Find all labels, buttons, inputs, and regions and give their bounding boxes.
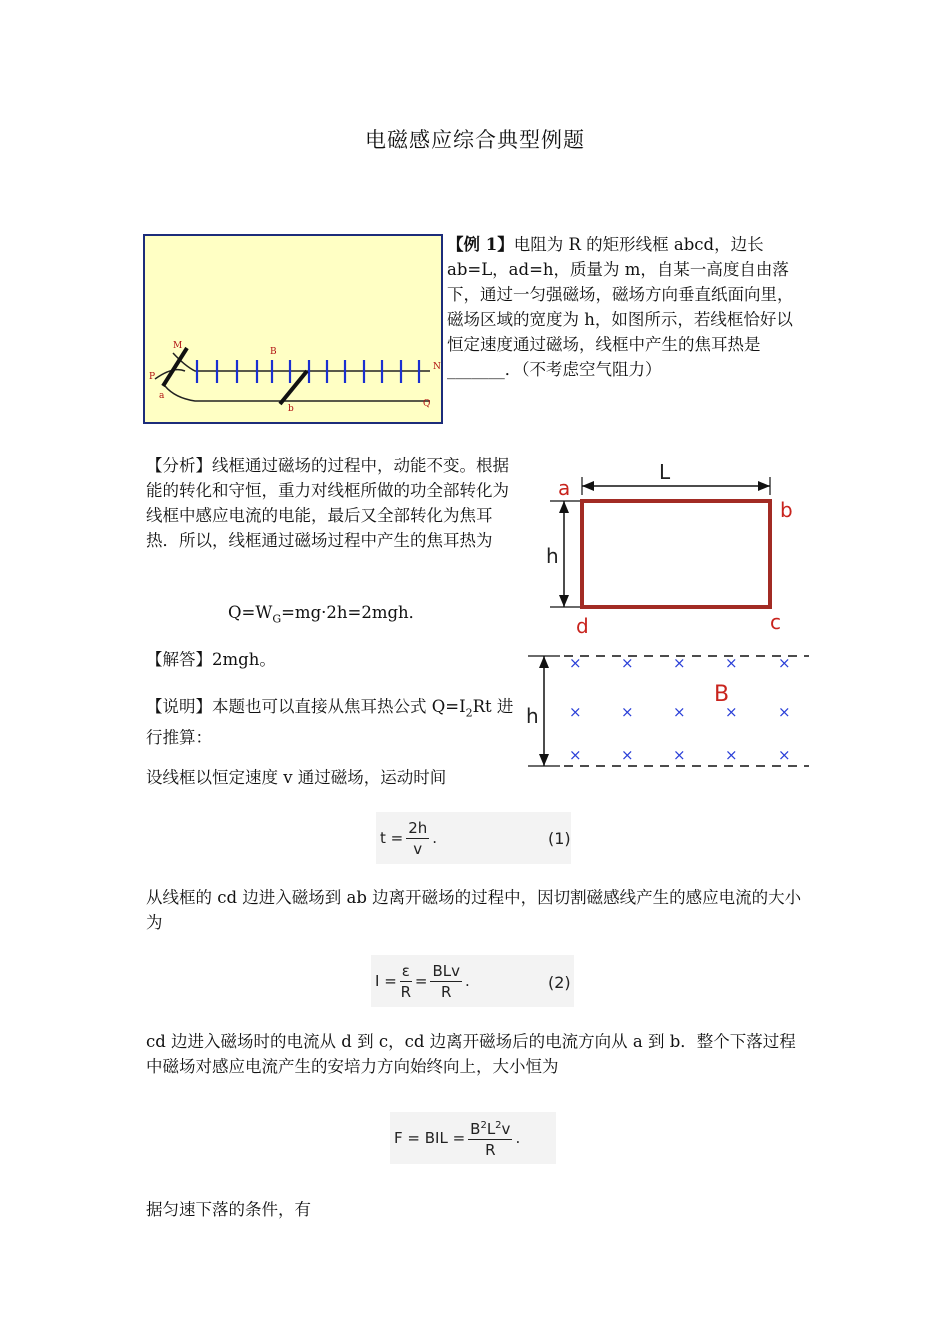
figure-1-field-diagram [143,234,443,424]
cross: × [725,703,738,721]
speed-paragraph: 设线框以恒定速度 v 通过磁场，运动时间 [146,768,447,787]
label-h-field: h [526,704,539,728]
cross: × [621,654,634,672]
cross: × [725,746,738,764]
cross: × [569,703,582,721]
cross: × [673,746,686,764]
formula-q: Q=W [228,603,273,622]
formula-sub: G [272,612,282,626]
rail-lower [165,386,430,401]
analysis-body: 线框通过磁场的过程中，动能不变。根据能的转化和守恒，重力对线框所做的功全部转化为线框中感应电流的电能，最后又全部转化为焦耳热．所以，线框通过磁场过程中产生的焦耳热为 [146,456,509,550]
label-l: L [659,460,671,484]
eq2-numerator-2: BLv [432,961,460,980]
eq2-fraction-2 [430,962,462,1001]
eq3-fraction [468,1117,512,1159]
field-diagram-svg [145,236,441,422]
field-crosses [569,654,791,764]
note-before: 本题也可以直接从焦耳热公式 Q=I [212,697,466,716]
eq1-denominator: v [413,839,423,858]
eq1-numerator: 2h [408,818,428,837]
label-a: a [159,391,165,401]
rod-left [163,348,187,386]
eq3-v: v [501,1120,511,1138]
answer-body: 2mgh。 [212,650,276,669]
eq3-tail: . [515,1129,521,1147]
eq2-denominator-1: R [400,982,412,1001]
analysis-text [146,453,524,553]
cross: × [569,654,582,672]
l-arrow-left [582,481,594,491]
eq3-sup1: 2 [480,1120,487,1131]
eq2-lhs: I = [375,972,397,990]
label-m: M [173,341,183,351]
note-tag: 【说明】 [146,697,212,716]
corner-c: c [770,610,781,634]
cross: × [673,703,686,721]
eq3-lhs: F = BIL = [394,1129,466,1147]
label-n: N [433,362,441,372]
l-arrow-right [758,481,770,491]
cross: × [621,746,634,764]
cross: × [778,654,791,672]
eq3-denominator: R [485,1141,496,1159]
note-after: Rt 进行推算： [146,697,514,748]
eq2-equals: = [414,972,428,990]
force-paragraph: cd 边进入磁场时的电流从 d 到 c，cd 边离开磁场后的电流方向从 a 到 b．整个下落过程中磁场对感应电流产生的安培力方向始终向上，大小恒为 [146,1032,796,1076]
current-paragraph: 从线框的 cd 边进入磁场到 ab 边离开磁场的过程中，因切割磁感线产生的感应电流的大小为 [146,888,802,932]
equation-3 [390,1112,556,1164]
page-title: 电磁感应综合典型例题 [365,128,585,152]
figure-2-frame-field [524,455,814,775]
eq2-fraction-1 [400,962,412,1001]
eq3-sup2: 2 [495,1120,502,1131]
answer-text [146,647,516,672]
eq3-numerator [468,1117,512,1140]
label-b-field-2: B [714,682,730,707]
label-p: P [149,372,156,382]
cross: × [778,703,791,721]
eq2-denominator-2: R [441,982,452,1001]
cross: × [621,703,634,721]
cross: × [673,654,686,672]
eq1-number: (1) [548,829,571,848]
last-paragraph: 据匀速下落的条件，有 [146,1200,311,1219]
rect-frame [582,501,770,607]
cross: × [778,746,791,764]
example-1-tag: 【例 1】 [447,235,514,254]
label-b-field: B [270,347,277,357]
rod-right [280,371,307,404]
equation-1 [376,812,571,864]
eq1-fraction [406,819,429,858]
eq2-tail: . [464,972,470,990]
eq3-b: B [470,1120,481,1138]
eq1-tail: . [432,829,438,847]
corner-d: d [576,614,589,638]
note-text [146,694,524,750]
note-sub: 2 [465,706,473,720]
answer-tag: 【解答】 [146,650,212,669]
example-1-body: 电阻为 R 的矩形线框 abcd，边长ab=L，ad=h，质量为 m，自某一高度自由落下，通过一匀强磁场，磁场方向垂直纸面向里，磁场区域的宽度为 h，如图所示，若线框恰好以恒定速度通过磁场，线框中产生的焦耳热是_______．（不考虑空气阻力） [447,235,794,379]
cross: × [725,654,738,672]
equation-2 [371,955,574,1007]
cross: × [569,746,582,764]
corner-b: b [780,498,793,522]
label-b: b [288,404,294,414]
rail-upper [173,353,430,371]
example-1-text [447,232,809,382]
label-q: Q [423,399,431,409]
corner-a: a [558,476,571,500]
eq3-l: L [486,1120,496,1138]
eq2-number: (2) [548,973,571,992]
formula-rest: =mg·2h=2mgh． [281,603,426,622]
label-h-frame: h [546,544,559,568]
analysis-formula [228,600,528,631]
eq1-lhs: t = [380,829,404,847]
analysis-tag: 【分析】 [146,456,212,475]
eq2-numerator-1: ε [401,961,410,980]
